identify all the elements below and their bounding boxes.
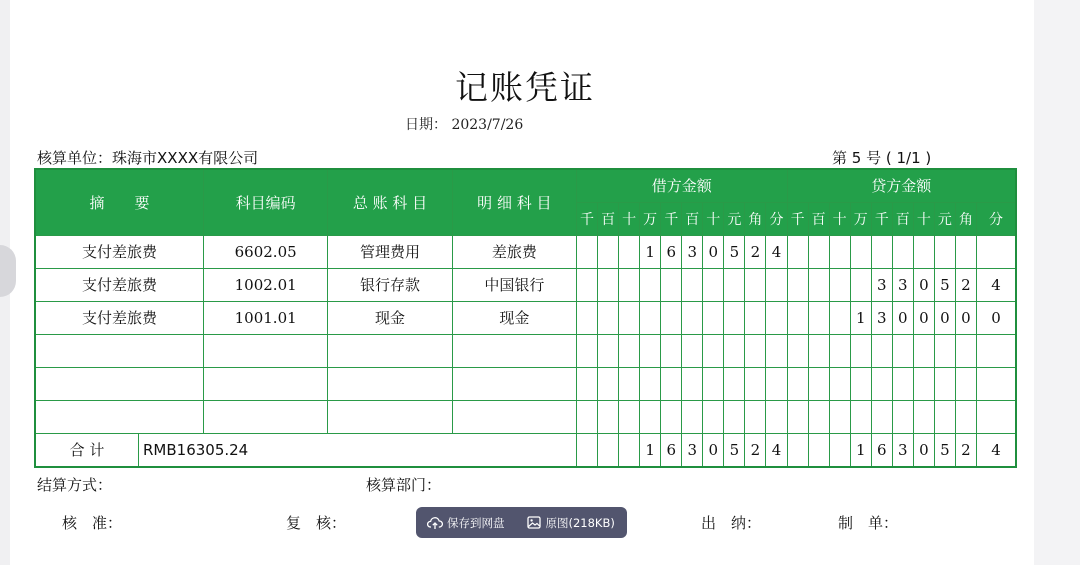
debit-digit-cell [640, 334, 661, 367]
cashier-label: 出 纳： [701, 514, 762, 532]
debit-digit-cell [577, 367, 598, 400]
total-debit-digit-cell [598, 433, 619, 467]
table-row [35, 400, 1016, 433]
total-credit-digit-cell: 3 [892, 433, 913, 467]
debit-digit-cell [745, 268, 766, 301]
general-account-cell: 管理费用 [328, 235, 452, 268]
unit-label: 核算单位： [37, 149, 113, 167]
debit-digit-cell [682, 367, 703, 400]
credit-digit-cell [955, 334, 976, 367]
debit-digit-cell [724, 334, 745, 367]
debit-digit-cell: 6 [661, 235, 682, 268]
credit-digit-cell [808, 301, 829, 334]
header-account-code: 科目编码 [203, 169, 327, 235]
debit-digit-cell [619, 334, 640, 367]
credit-digit-header: 十 [913, 202, 934, 235]
general-account-cell [328, 367, 452, 400]
debit-digit-cell [724, 268, 745, 301]
credit-digit-cell [955, 235, 976, 268]
total-credit-digit-cell: 0 [913, 433, 934, 467]
debit-digit-cell [682, 301, 703, 334]
detail-account-cell [452, 334, 576, 367]
credit-digit-cell [850, 367, 871, 400]
credit-digit-cell [808, 235, 829, 268]
summary-cell [35, 400, 203, 433]
debit-digit-header: 角 [745, 202, 766, 235]
debit-digit-cell [745, 301, 766, 334]
total-credit-digit-cell: 5 [934, 433, 955, 467]
detail-account-cell: 现金 [452, 301, 576, 334]
credit-digit-cell: 0 [892, 301, 913, 334]
debit-digit-header: 千 [661, 202, 682, 235]
credit-digit-cell [913, 400, 934, 433]
unit-value: 珠海市XXXX有限公司 [112, 149, 259, 167]
credit-digit-cell [955, 367, 976, 400]
debit-digit-cell [640, 268, 661, 301]
summary-cell [35, 334, 203, 367]
account-code-cell: 1002.01 [203, 268, 327, 301]
cloud-upload-icon [427, 516, 443, 530]
total-credit-digit-cell: 4 [976, 433, 1016, 467]
credit-digit-cell: 3 [892, 268, 913, 301]
total-debit-digit-cell [619, 433, 640, 467]
debit-digit-cell [598, 334, 619, 367]
credit-digit-cell [850, 400, 871, 433]
debit-digit-cell [682, 268, 703, 301]
detail-account-cell: 差旅费 [452, 235, 576, 268]
credit-digit-cell [913, 334, 934, 367]
debit-digit-cell [661, 367, 682, 400]
total-debit-digit-cell: 3 [682, 433, 703, 467]
debit-digit-header: 千 [577, 202, 598, 235]
credit-digit-header: 千 [787, 202, 808, 235]
credit-digit-cell [850, 334, 871, 367]
save-to-cloud-button[interactable] [427, 515, 505, 531]
credit-digit-cell: 3 [871, 268, 892, 301]
general-account-cell: 现金 [328, 301, 452, 334]
debit-digit-cell [724, 301, 745, 334]
total-credit-digit-cell: 1 [850, 433, 871, 467]
account-code-cell: 6602.05 [203, 235, 327, 268]
debit-digit-cell [661, 268, 682, 301]
total-credit-digit-cell: 6 [871, 433, 892, 467]
credit-digit-cell [913, 367, 934, 400]
credit-digit-cell [850, 235, 871, 268]
debit-digit-header: 十 [619, 202, 640, 235]
voucher-number: 第 5 号 ( 1/1 ) [832, 149, 932, 167]
total-credit-digit-cell [829, 433, 850, 467]
credit-digit-cell [892, 400, 913, 433]
table-row [35, 367, 1016, 400]
credit-digit-cell [829, 334, 850, 367]
original-image-button[interactable] [527, 515, 615, 531]
credit-digit-cell [808, 400, 829, 433]
total-debit-digit-cell: 6 [661, 433, 682, 467]
voucher-date [405, 114, 523, 134]
debit-digit-cell [703, 301, 724, 334]
credit-digit-cell [787, 301, 808, 334]
credit-digit-cell [787, 367, 808, 400]
debit-digit-cell [598, 268, 619, 301]
credit-digit-cell: 4 [976, 268, 1016, 301]
total-debit-digit-cell: 5 [724, 433, 745, 467]
save-to-cloud-label: 保存到网盘 [447, 515, 505, 530]
debit-digit-cell [724, 400, 745, 433]
total-label: 合 计 [36, 434, 139, 466]
debit-digit-cell [703, 268, 724, 301]
account-code-cell: 1001.01 [203, 301, 327, 334]
credit-digit-cell: 3 [871, 301, 892, 334]
credit-digit-cell [871, 400, 892, 433]
debit-digit-cell [577, 301, 598, 334]
total-debit-digit-cell: 0 [703, 433, 724, 467]
debit-digit-cell: 2 [745, 235, 766, 268]
header-summary: 摘 要 [35, 169, 203, 235]
debit-digit-cell: 1 [640, 235, 661, 268]
accounting-unit [37, 147, 258, 168]
total-credit-digit-cell: 2 [955, 433, 976, 467]
debit-digit-cell: 5 [724, 235, 745, 268]
credit-digit-cell: 2 [955, 268, 976, 301]
table-row [35, 334, 1016, 367]
debit-digit-header: 元 [724, 202, 745, 235]
account-code-cell [203, 334, 327, 367]
total-debit-digit-cell [577, 433, 598, 467]
image-icon [527, 516, 541, 529]
debit-digit-cell [766, 400, 787, 433]
credit-digit-cell [850, 268, 871, 301]
credit-digit-cell [787, 334, 808, 367]
debit-digit-header: 万 [640, 202, 661, 235]
credit-digit-cell [892, 334, 913, 367]
debit-digit-cell [598, 400, 619, 433]
debit-digit-cell [577, 268, 598, 301]
debit-digit-cell [724, 367, 745, 400]
side-handle[interactable] [0, 245, 16, 297]
credit-digit-cell: 0 [934, 301, 955, 334]
debit-digit-header: 百 [598, 202, 619, 235]
header-general-account: 总 账 科 目 [328, 169, 452, 235]
debit-digit-cell [598, 235, 619, 268]
credit-digit-cell [871, 367, 892, 400]
credit-digit-cell [808, 367, 829, 400]
header-detail-account: 明 细 科 目 [452, 169, 576, 235]
image-action-bar [416, 507, 627, 538]
summary-cell: 支付差旅费 [35, 268, 203, 301]
debit-digit-cell [640, 400, 661, 433]
debit-digit-cell [619, 235, 640, 268]
summary-cell: 支付差旅费 [35, 235, 203, 268]
approve-label: 核 准： [62, 514, 123, 532]
debit-digit-cell [745, 367, 766, 400]
credit-digit-cell [934, 400, 955, 433]
debit-digit-cell [640, 301, 661, 334]
debit-digit-cell [766, 367, 787, 400]
credit-digit-header: 万 [850, 202, 871, 235]
credit-digit-cell [976, 367, 1016, 400]
credit-digit-cell: 1 [850, 301, 871, 334]
table-row [35, 301, 1016, 334]
debit-digit-header: 十 [703, 202, 724, 235]
total-debit-digit-cell: 4 [766, 433, 787, 467]
date-label: 日期： [405, 117, 447, 133]
credit-digit-header: 角 [955, 202, 976, 235]
debit-digit-cell [577, 334, 598, 367]
credit-digit-cell [787, 235, 808, 268]
detail-account-cell [452, 400, 576, 433]
debit-digit-cell [661, 400, 682, 433]
credit-digit-cell [829, 235, 850, 268]
accounting-dept: 核算部门： [366, 476, 442, 494]
voucher-table [34, 168, 1017, 468]
credit-digit-cell [934, 235, 955, 268]
total-debit-digit-cell: 1 [640, 433, 661, 467]
detail-account-cell: 中国银行 [452, 268, 576, 301]
credit-digit-cell [913, 235, 934, 268]
credit-digit-cell: 0 [955, 301, 976, 334]
debit-digit-cell [766, 334, 787, 367]
debit-digit-cell [661, 301, 682, 334]
credit-digit-cell [934, 367, 955, 400]
review-label: 复 核： [286, 514, 347, 532]
debit-digit-cell [745, 400, 766, 433]
table-row [35, 268, 1016, 301]
debit-digit-cell: 4 [766, 235, 787, 268]
debit-digit-cell [766, 268, 787, 301]
credit-digit-cell: 0 [913, 301, 934, 334]
general-account-cell [328, 400, 452, 433]
debit-digit-cell [703, 367, 724, 400]
total-row [35, 433, 1016, 467]
summary-cell [35, 367, 203, 400]
credit-digit-header: 十 [829, 202, 850, 235]
total-credit-digit-cell [787, 433, 808, 467]
credit-digit-cell [955, 400, 976, 433]
table-row [35, 235, 1016, 268]
debit-digit-cell [619, 301, 640, 334]
maker-label: 制 单： [838, 514, 899, 532]
debit-digit-header: 分 [766, 202, 787, 235]
credit-digit-header: 元 [934, 202, 955, 235]
credit-digit-cell: 0 [976, 301, 1016, 334]
debit-digit-cell [703, 400, 724, 433]
credit-digit-cell [871, 235, 892, 268]
debit-digit-cell [703, 334, 724, 367]
credit-digit-cell [808, 268, 829, 301]
summary-cell: 支付差旅费 [35, 301, 203, 334]
credit-digit-cell [892, 235, 913, 268]
credit-digit-cell [976, 235, 1016, 268]
debit-digit-cell [640, 367, 661, 400]
credit-digit-cell [976, 334, 1016, 367]
credit-digit-cell [829, 268, 850, 301]
debit-digit-cell [577, 400, 598, 433]
credit-digit-header: 百 [808, 202, 829, 235]
debit-digit-cell [745, 334, 766, 367]
original-image-label: 原图(218KB) [545, 515, 615, 530]
credit-digit-cell [871, 334, 892, 367]
credit-digit-cell [808, 334, 829, 367]
total-credit-digit-cell [808, 433, 829, 467]
general-account-cell [328, 334, 452, 367]
debit-digit-cell [619, 367, 640, 400]
total-amount-text: RMB16305.24 [143, 440, 249, 459]
settlement-method: 结算方式： [37, 476, 113, 494]
debit-digit-cell [577, 235, 598, 268]
debit-digit-cell [619, 400, 640, 433]
debit-digit-header: 百 [682, 202, 703, 235]
credit-digit-cell [829, 367, 850, 400]
debit-digit-cell [682, 334, 703, 367]
credit-digit-header: 千 [871, 202, 892, 235]
general-account-cell: 银行存款 [328, 268, 452, 301]
credit-digit-cell [829, 400, 850, 433]
debit-digit-cell [598, 367, 619, 400]
credit-digit-cell: 5 [934, 268, 955, 301]
account-code-cell [203, 367, 327, 400]
debit-digit-cell [661, 334, 682, 367]
debit-digit-cell [619, 268, 640, 301]
credit-digit-cell [976, 400, 1016, 433]
header-credit: 贷方金额 [787, 169, 1016, 202]
total-summary-cell [35, 433, 577, 467]
credit-digit-cell [892, 367, 913, 400]
credit-digit-cell: 0 [913, 268, 934, 301]
voucher-title: 记账凭证 [455, 68, 595, 107]
account-code-cell [203, 400, 327, 433]
credit-digit-cell [787, 400, 808, 433]
header-debit: 借方金额 [577, 169, 788, 202]
credit-digit-header: 分 [976, 202, 1016, 235]
debit-digit-cell [766, 301, 787, 334]
detail-account-cell [452, 367, 576, 400]
total-debit-digit-cell: 2 [745, 433, 766, 467]
debit-digit-cell [598, 301, 619, 334]
debit-digit-cell: 0 [703, 235, 724, 268]
debit-digit-cell: 3 [682, 235, 703, 268]
credit-digit-cell [934, 334, 955, 367]
debit-digit-cell [682, 400, 703, 433]
credit-digit-cell [787, 268, 808, 301]
date-value: 2023/7/26 [451, 117, 524, 133]
credit-digit-header: 百 [892, 202, 913, 235]
credit-digit-cell [829, 301, 850, 334]
